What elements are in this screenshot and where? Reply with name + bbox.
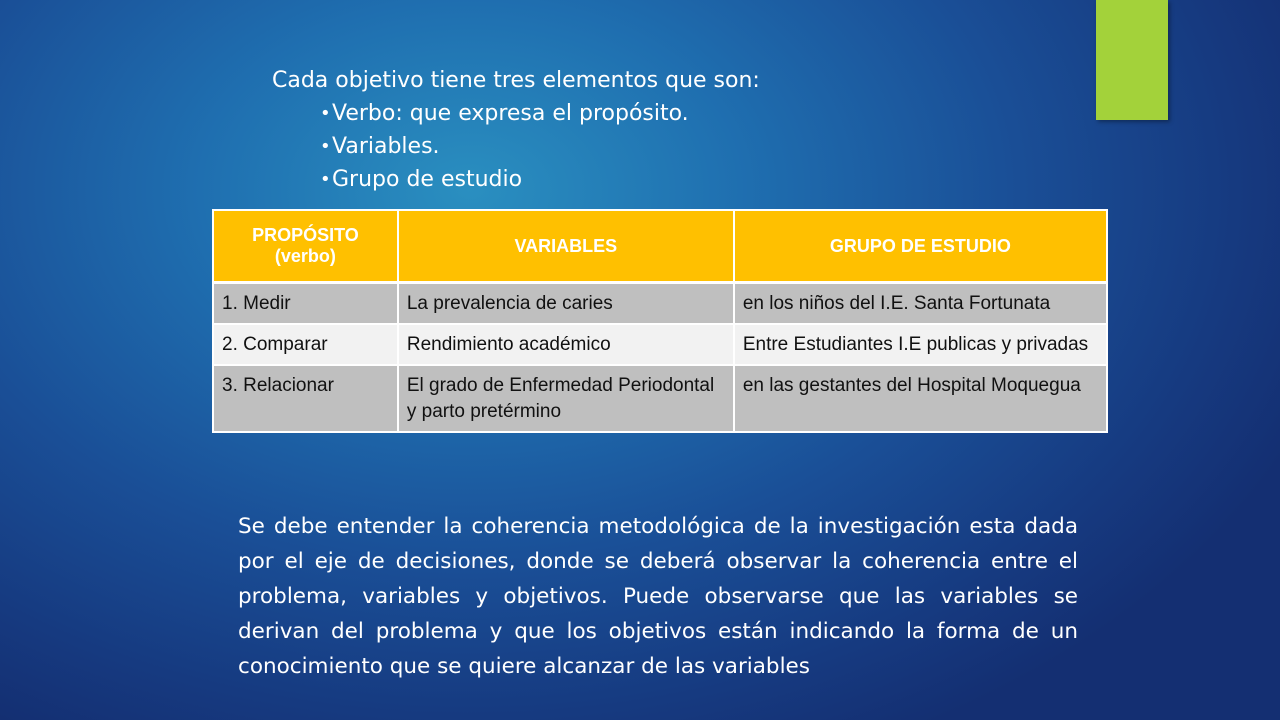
table-header-row <box>213 210 1107 283</box>
accent-bar <box>1096 0 1168 120</box>
table-row <box>213 324 1107 365</box>
table-row <box>213 283 1107 325</box>
cell-variables: El grado de Enfermedad Periodontal y parto pretérmino <box>398 365 734 432</box>
cell-proposito: 2. Comparar <box>213 324 398 365</box>
cell-proposito: 1. Medir <box>213 283 398 325</box>
list-item-text: Variables. <box>332 134 440 159</box>
conclusion-paragraph: Se debe entender la coherencia metodológica de la investigación esta dada por el eje de decisiones, donde se deberá observar la coherencia entre el problema, variables y objetivos. Puede observarse que las variables se derivan del problema y que los objetivos están indicando la forma de un conocimiento que se quiere alcanzar de las variables <box>238 514 1078 679</box>
cell-variables: La prevalencia de caries <box>398 283 734 325</box>
list-item-text: Verbo: que expresa el propósito. <box>332 101 689 126</box>
list-item <box>320 163 972 196</box>
list-item <box>320 130 972 163</box>
cell-grupo-estudio: en las gestantes del Hospital Moquegua <box>734 365 1107 432</box>
bullet-icon: • <box>320 103 331 124</box>
header-variables: VARIABLES <box>398 210 734 283</box>
cell-variables: Rendimiento académico <box>398 324 734 365</box>
intro-section <box>272 64 972 196</box>
bullet-icon: • <box>320 169 331 190</box>
cell-grupo-estudio: en los niños del I.E. Santa Fortunata <box>734 283 1107 325</box>
cell-grupo-estudio: Entre Estudiantes I.E publicas y privadas <box>734 324 1107 365</box>
bullet-icon: • <box>320 136 331 157</box>
header-grupo-estudio: GRUPO DE ESTUDIO <box>734 210 1107 283</box>
header-proposito: PROPÓSITO (verbo) <box>213 210 398 283</box>
intro-bullet-list <box>272 97 972 196</box>
cell-proposito: 3. Relacionar <box>213 365 398 432</box>
table-row <box>213 365 1107 432</box>
objectives-table <box>212 209 1108 433</box>
list-item <box>320 97 972 130</box>
list-item-text: Grupo de estudio <box>332 167 523 192</box>
intro-lead: Cada objetivo tiene tres elementos que son: <box>272 68 760 93</box>
